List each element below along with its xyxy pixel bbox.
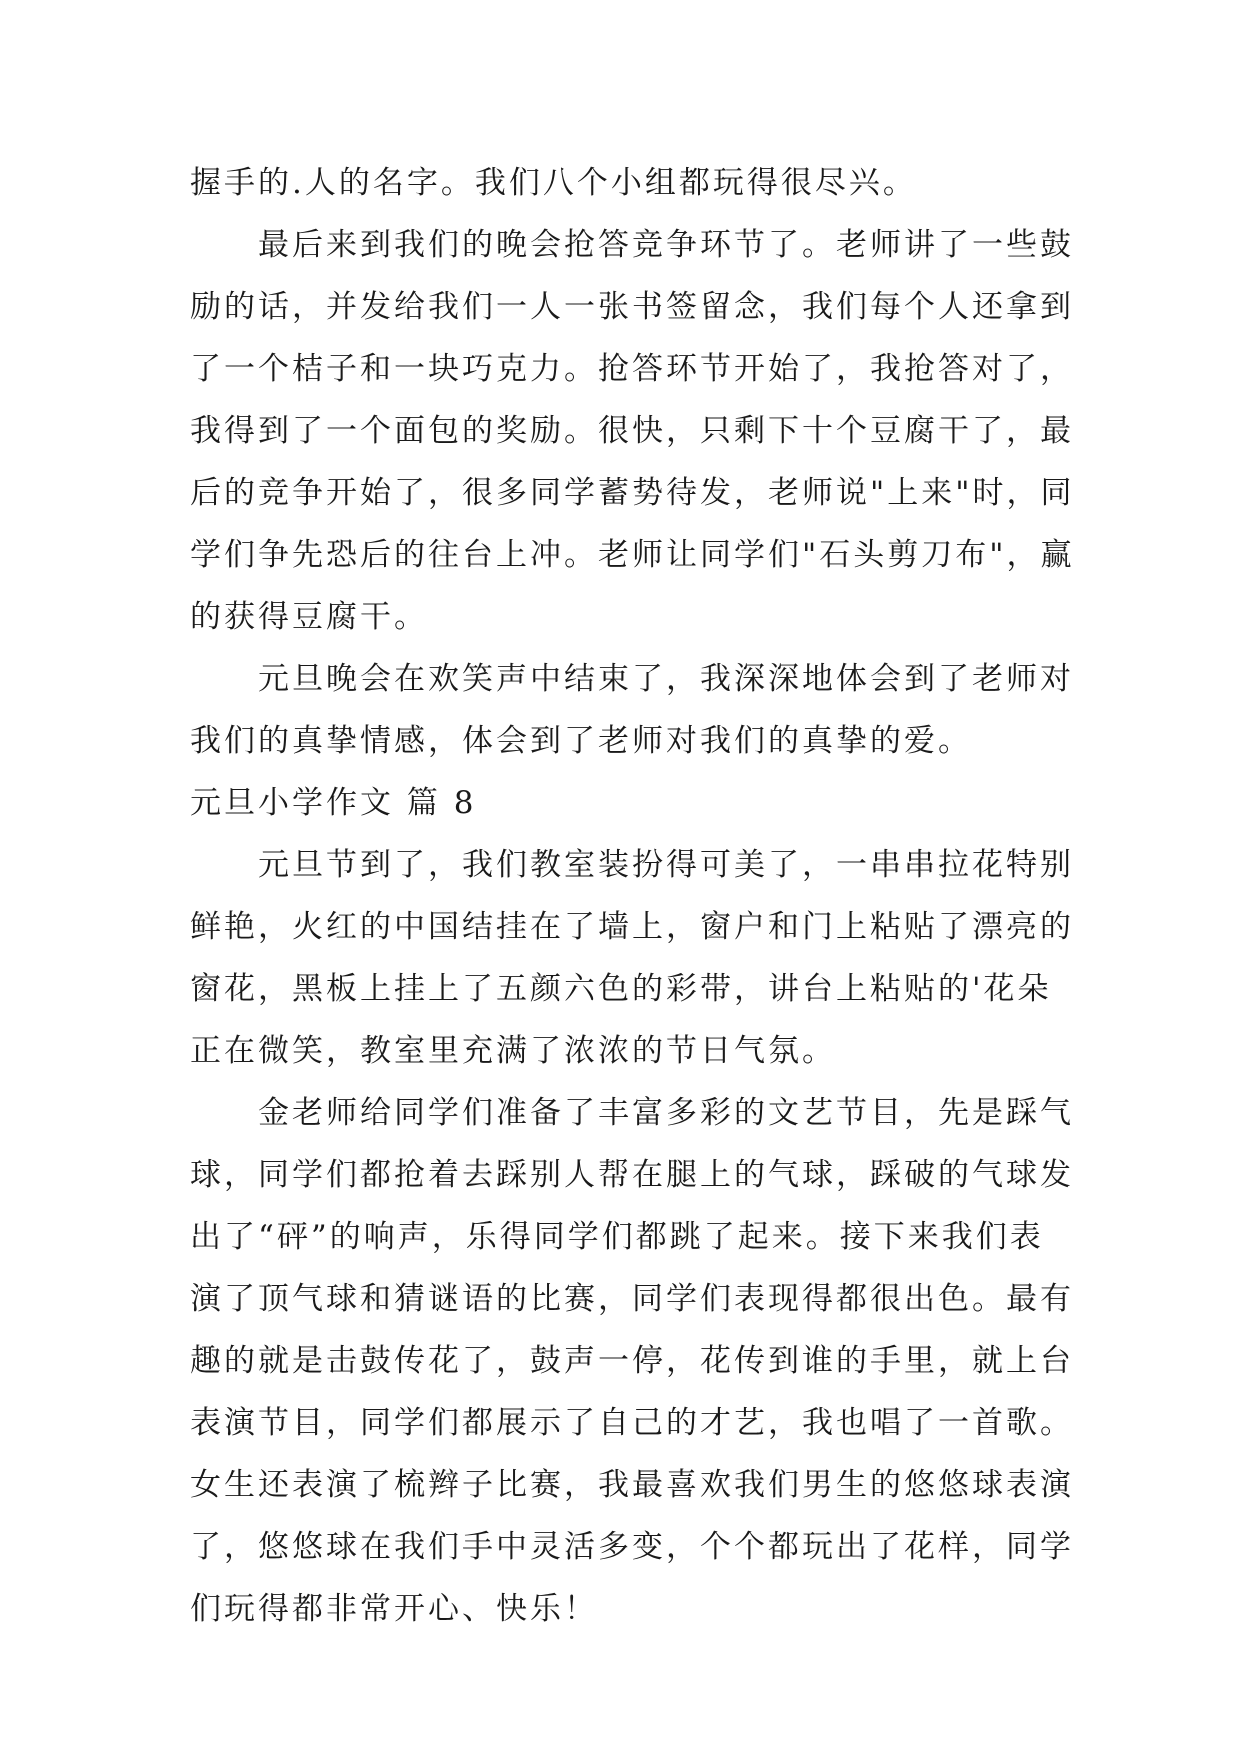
text-line: 正在微笑，教室里充满了浓浓的节日气氛。 [190, 1033, 836, 1069]
text-line: 我得到了一个面包的奖励。很快，只剩下十个豆腐干了，最 [190, 413, 1074, 449]
text-line: 演了顶气球和猜谜语的比赛，同学们表现得都很出色。最有 [190, 1281, 1074, 1317]
paragraph-first-line: 元旦节到了，我们教室装扮得可美了，一串串拉花特别 [258, 847, 1074, 883]
text-line: 鲜艳，火红的中国结挂在了墙上，窗户和门上粘贴了漂亮的 [190, 909, 1074, 945]
text-line: 表演节目，同学们都展示了自己的才艺，我也唱了一首歌。 [190, 1405, 1074, 1441]
paragraph-first-line: 金老师给同学们准备了丰富多彩的文艺节目，先是踩气 [258, 1095, 1074, 1131]
section-heading: 元旦小学作文 篇 8 [190, 785, 477, 821]
text-line: 我们的真挚情感，体会到了老师对我们的真挚的爱。 [190, 723, 972, 759]
text-line: 励的话，并发给我们一人一张书签留念，我们每个人还拿到 [190, 289, 1074, 325]
text-line: 出了“砰”的响声，乐得同学们都跳了起来。接下来我们表 [190, 1219, 1044, 1255]
text-line: 趣的就是击鼓传花了，鼓声一停，花传到谁的手里，就上台 [190, 1343, 1074, 1379]
text-line: 了，悠悠球在我们手中灵活多变，个个都玩出了花样，同学 [190, 1529, 1074, 1565]
text-line: 握手的.人的名字。我们八个小组都玩得很尽兴。 [190, 165, 917, 201]
text-line: 们玩得都非常开心、快乐！ [190, 1591, 598, 1627]
paragraph-first-line: 最后来到我们的晚会抢答竞争环节了。老师讲了一些鼓 [258, 227, 1074, 263]
text-line: 女生还表演了梳辫子比赛，我最喜欢我们男生的悠悠球表演 [190, 1467, 1074, 1503]
text-line: 学们争先恐后的往台上冲。老师让同学们"石头剪刀布"，赢 [190, 537, 1075, 573]
text-line: 窗花，黑板上挂上了五颜六色的彩带，讲台上粘贴的'花朵 [190, 971, 1052, 1007]
text-line: 了一个桔子和一块巧克力。抢答环节开始了，我抢答对了， [190, 351, 1074, 387]
text-line: 球，同学们都抢着去踩别人帮在腿上的气球，踩破的气球发 [190, 1157, 1074, 1193]
text-line: 后的竞争开始了，很多同学蓄势待发，老师说"上来"时，同 [190, 475, 1075, 511]
text-line: 的获得豆腐干。 [190, 599, 428, 635]
paragraph-first-line: 元旦晚会在欢笑声中结束了，我深深地体会到了老师对 [258, 661, 1074, 697]
